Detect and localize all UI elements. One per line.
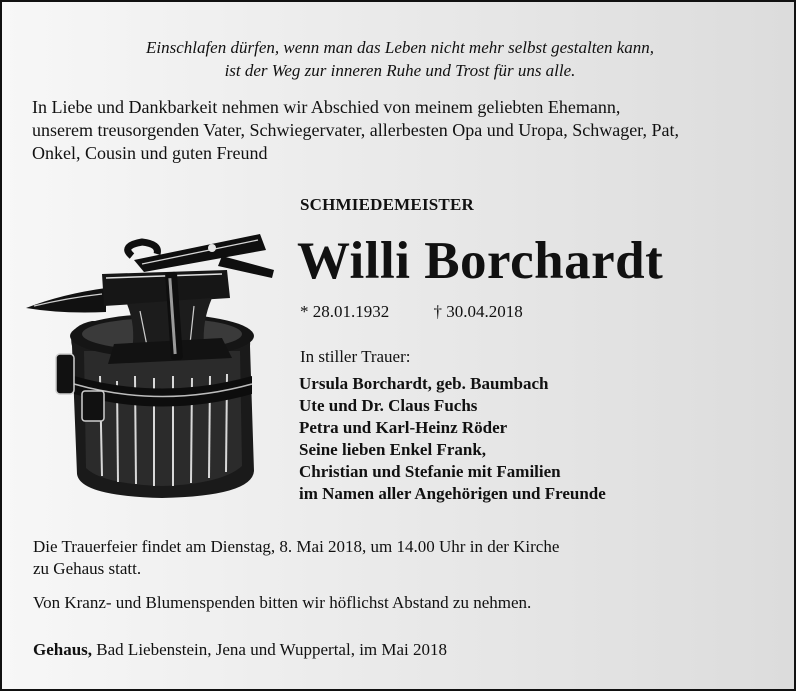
signoff — [33, 640, 447, 660]
birth-date: * 28.01.1932 — [300, 302, 390, 321]
signoff-rest: Bad Liebenstein, Jena und Wuppertal, im Mai 2018 — [92, 640, 448, 659]
mourner-line: Petra und Karl-Heinz Röder — [299, 418, 508, 437]
mourner-line: Christian und Stefanie mit Familien — [299, 462, 561, 481]
mourner-line: Ute und Dr. Claus Fuchs — [299, 396, 478, 415]
funeral-line-1: Die Trauerfeier findet am Dienstag, 8. Mai 2018, um 14.00 Uhr in der Kirche — [33, 537, 560, 556]
farewell-line-2: unserem treusorgenden Vater, Schwiegervater, allerbesten Opa und Uropa, Schwager, Pat, — [32, 120, 679, 140]
memorial-quote — [2, 36, 796, 82]
deceased-name: Willi Borchardt — [297, 232, 664, 290]
farewell-line-3: Onkel, Cousin und guten Freund — [32, 143, 268, 163]
quote-line-2: ist der Weg zur inneren Ruhe und Trost für uns alle. — [224, 61, 576, 80]
death-date: † 30.04.2018 — [433, 302, 523, 321]
quote-line-1: Einschlafen dürfen, wenn man das Leben nicht mehr selbst gestalten kann, — [145, 38, 655, 57]
anvil-icon — [22, 226, 277, 511]
mourner-line: Ursula Borchardt, geb. Baumbach — [299, 374, 549, 393]
farewell-line-1: In Liebe und Dankbarkeit nehmen wir Abschied von meinem geliebten Ehemann, — [32, 97, 621, 117]
mourning-label: In stiller Trauer: — [300, 347, 411, 366]
life-dates — [300, 302, 523, 322]
mourner-line: Seine lieben Enkel Frank, — [299, 440, 487, 459]
mourners-list — [299, 373, 606, 505]
donation-note: Von Kranz- und Blumenspenden bitten wir höflichst Abstand zu nehmen. — [33, 593, 532, 612]
funeral-line-2: zu Gehaus statt. — [33, 559, 142, 578]
funeral-details — [33, 536, 559, 580]
mourner-line: im Namen aller Angehörigen und Freunde — [299, 484, 606, 503]
signoff-place: Gehaus, — [33, 640, 93, 659]
farewell-text — [32, 96, 772, 165]
deceased-profession: SCHMIEDEMEISTER — [300, 195, 474, 214]
